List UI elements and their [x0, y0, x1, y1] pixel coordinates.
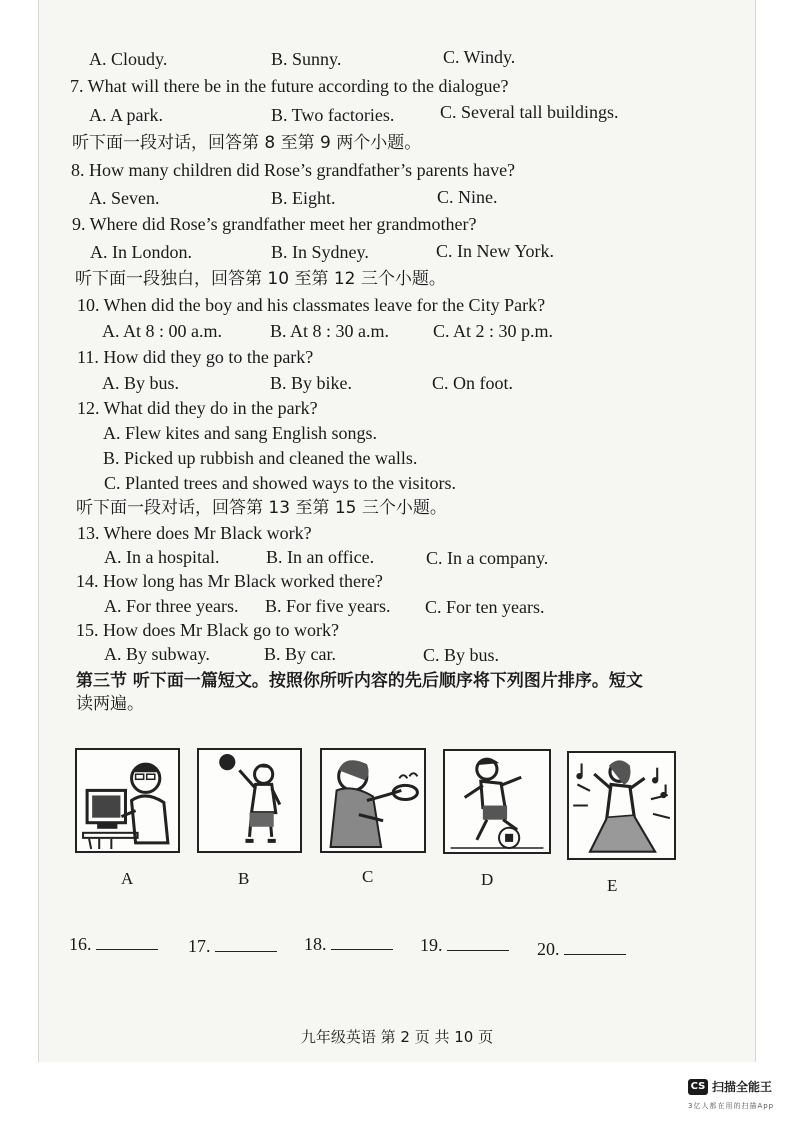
q7-option-c: C. Several tall buildings. — [440, 102, 619, 122]
q12-option-a: A. Flew kites and sang English songs. — [103, 423, 377, 443]
q6-option-c: C. Windy. — [443, 47, 516, 67]
scanner-tagline: 3亿人都在用的扫描App — [688, 1102, 775, 1110]
answer-blank-number: 18. — [304, 934, 327, 954]
instruction-13-15: 听下面一段对话，回答第 13 至第 15 三个小题。 — [76, 498, 447, 518]
q15-option-c: C. By bus. — [423, 645, 500, 665]
answer-blank-number: 17. — [188, 936, 211, 956]
q10-option-a: A. At 8 : 00 a.m. — [102, 321, 222, 341]
q13-text: 13. Where does Mr Black work? — [77, 523, 312, 543]
instruction-10-12: 听下面一段独白，回答第 10 至第 12 三个小题。 — [75, 269, 446, 289]
scanner-app-name: 扫描全能王 — [712, 1080, 773, 1094]
q8-text: 8. How many children did Rose’s grandfather’s parents have? — [71, 160, 516, 180]
q7-option-b: B. Two factories. — [271, 105, 395, 125]
scanner-logo-icon: CS — [688, 1079, 708, 1095]
q11-text: 11. How did they go to the park? — [77, 347, 314, 367]
q9-option-a: A. In London. — [90, 242, 192, 262]
q10-option-b: B. At 8 : 30 a.m. — [270, 321, 390, 341]
picture-b — [197, 748, 302, 853]
q15-option-a: A. By subway. — [104, 644, 210, 664]
picture-d-label: D — [481, 870, 494, 889]
answer-blank-number: 19. — [420, 935, 443, 955]
picture-b-label: B — [238, 869, 250, 888]
q13-option-b: B. In an office. — [266, 547, 375, 567]
instruction-8-9: 听下面一段对话，回答第 8 至第 9 两个小题。 — [72, 133, 422, 153]
picture-e-label: E — [607, 876, 618, 895]
answer-blank-16[interactable] — [69, 933, 158, 955]
q12-option-b: B. Picked up rubbish and cleaned the walls. — [103, 448, 418, 468]
answer-blank-18[interactable] — [304, 933, 393, 955]
answer-blank-number: 16. — [69, 934, 92, 954]
answer-blank-20[interactable] — [537, 938, 626, 960]
person-cooking-icon — [322, 750, 424, 851]
person-singing-icon — [569, 753, 674, 858]
q10-option-c: C. At 2 : 30 p.m. — [433, 321, 554, 341]
picture-e — [567, 751, 676, 860]
page-footer: 九年级英语 第 2 页 共 10 页 — [300, 1028, 494, 1046]
answer-blank-number: 20. — [537, 939, 560, 959]
picture-d — [443, 749, 551, 854]
q8-option-c: C. Nine. — [437, 187, 498, 207]
q10-text: 10. When did the boy and his classmates leave for the City Park? — [77, 295, 546, 315]
q12-text: 12. What did they do in the park? — [77, 398, 318, 418]
q11-option-a: A. By bus. — [102, 373, 180, 393]
q8-option-a: A. Seven. — [89, 188, 160, 208]
picture-c — [320, 748, 426, 853]
person-with-ball-icon — [199, 750, 300, 851]
q7-text: 7. What will there be in the future according to the dialogue? — [70, 76, 509, 96]
q9-option-c: C. In New York. — [436, 241, 555, 261]
q14-text: 14. How long has Mr Black worked there? — [76, 571, 383, 591]
q14-option-a: A. For three years. — [104, 596, 239, 616]
answer-blank-17[interactable] — [188, 935, 277, 957]
q13-option-c: C. In a company. — [426, 548, 549, 568]
person-playing-football-icon — [445, 751, 549, 852]
q6-option-a: A. Cloudy. — [89, 49, 168, 69]
q13-option-a: A. In a hospital. — [104, 547, 220, 567]
q9-option-b: B. In Sydney. — [271, 242, 369, 262]
q9-text: 9. Where did Rose’s grandfather meet her grandmother? — [72, 214, 477, 234]
q8-option-b: B. Eight. — [271, 188, 336, 208]
q11-option-b: B. By bike. — [270, 373, 353, 393]
answer-blank-19[interactable] — [420, 934, 509, 956]
q12-option-c: C. Planted trees and showed ways to the visitors. — [104, 473, 456, 493]
picture-a-label: A — [121, 869, 134, 888]
q15-text: 15. How does Mr Black go to work? — [76, 620, 339, 640]
person-at-computer-icon — [77, 750, 178, 851]
q14-option-c: C. For ten years. — [425, 597, 545, 617]
q6-option-b: B. Sunny. — [271, 49, 342, 69]
q15-option-b: B. By car. — [264, 644, 336, 664]
picture-a — [75, 748, 180, 853]
section3-instruction-cont: 读两遍。 — [76, 694, 144, 714]
q14-option-b: B. For five years. — [265, 596, 391, 616]
picture-c-label: C — [362, 867, 374, 886]
q7-option-a: A. A park. — [89, 105, 163, 125]
q11-option-c: C. On foot. — [432, 373, 513, 393]
section3-instruction: 第三节 听下面一篇短文。按照你所听内容的先后顺序将下列图片排序。短文 — [76, 671, 643, 691]
